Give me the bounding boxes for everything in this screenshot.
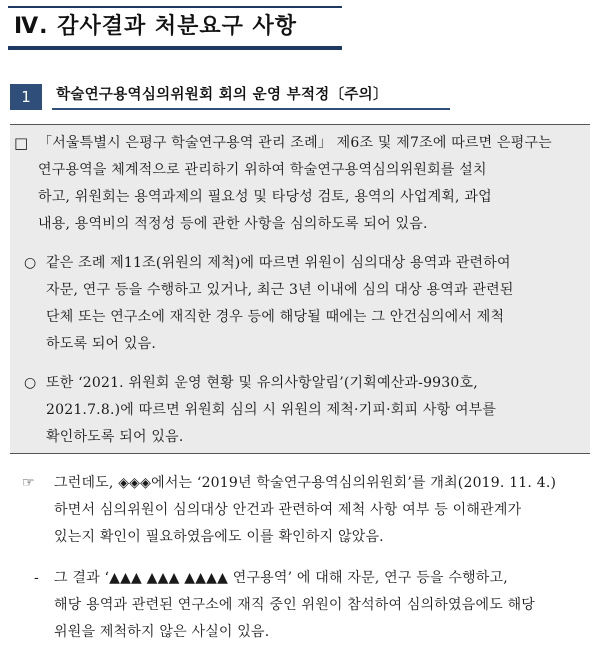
dash-bullet: - bbox=[34, 570, 39, 586]
title-top-rule bbox=[8, 6, 342, 8]
text-line: 있는지 확인이 필요하였음에도 이를 확인하지 않았음. bbox=[54, 529, 384, 545]
text-line: 그런데도, ◈◈◈에서는 ‘2019년 학술연구용역심의위원회’를 개최(2019. 11. 4.) bbox=[54, 475, 557, 491]
chapter-title: Ⅳ. 감사결과 처분요구 사항 bbox=[14, 14, 298, 39]
text-line: 자문, 연구 등을 수행하고 있거나, 최근 3년 이내에 심의 대상 용역과 관련된 bbox=[46, 282, 514, 298]
text-line: 같은 조례 제11조(위원의 제척)에 따르면 위원이 심의대상 용역과 관련하여 bbox=[46, 255, 511, 271]
finding-paragraph bbox=[22, 470, 592, 551]
text-line: 해당 용역과 관련된 연구소에 재직 중인 위원이 참석하여 심의하였음에도 해당 bbox=[54, 597, 536, 613]
text-line: 2021.7.8.)에 따르면 위원회 심의 시 위원의 제척·기피·회피 사항 여부를 bbox=[46, 402, 497, 418]
text-line: 위원을 제척하지 않은 사실이 있음. bbox=[54, 624, 270, 640]
circle-bullet: ○ bbox=[24, 375, 37, 391]
section-underline bbox=[52, 108, 450, 110]
square-bullet: □ bbox=[14, 134, 29, 152]
text-line: 그 결과 ‘▲▲▲ ▲▲▲ ▲▲▲▲ 연구용역’ 에 대해 자문, 연구 등을 수행하고, bbox=[54, 570, 508, 586]
circle-bullet: ○ bbox=[24, 255, 37, 271]
text-line: 연구용역을 체계적으로 관리하기 위하여 학술연구용역심의위원회를 설치 bbox=[38, 162, 487, 178]
text-line: 「서울특별시 은평구 학술연구용역 관리 조례」 제6조 및 제7조에 따르면 은평구는 bbox=[38, 135, 552, 151]
text-line: 내용, 용역비의 적정성 등에 관한 사항을 심의하도록 되어 있음. bbox=[38, 216, 428, 232]
result-paragraph bbox=[34, 565, 590, 646]
text-line: 하고, 위원회는 용역과제의 필요성 및 타당성 검토, 용역의 사업계획, 과업 bbox=[38, 189, 492, 205]
section-number-badge: 1 bbox=[10, 84, 42, 110]
text-line: 확인하도록 되어 있음. bbox=[46, 429, 184, 445]
text-line: 또한 ‘2021. 위원회 운영 현황 및 유의사항알림’(기획예산과-9930호, bbox=[46, 375, 478, 391]
title-bottom-rule bbox=[8, 46, 342, 50]
criteria-paragraph-3 bbox=[24, 370, 584, 451]
text-line: 단체 또는 연구소에 재직한 경우 등에 해당될 때에는 그 안건심의에서 제척 bbox=[46, 309, 505, 325]
pointing-hand-bullet: ☞ bbox=[22, 475, 35, 491]
criteria-paragraph-1 bbox=[14, 130, 586, 238]
text-line: 하도록 되어 있음. bbox=[46, 336, 157, 352]
criteria-paragraph-2 bbox=[24, 250, 584, 358]
section-title: 학술연구용역심의위원회 회의 운영 부적정〔주의〕 bbox=[56, 87, 388, 103]
text-line: 하면서 심의위원이 심의대상 안건과 관련하여 제척 사항 여부 등 이해관계가 bbox=[54, 502, 522, 518]
